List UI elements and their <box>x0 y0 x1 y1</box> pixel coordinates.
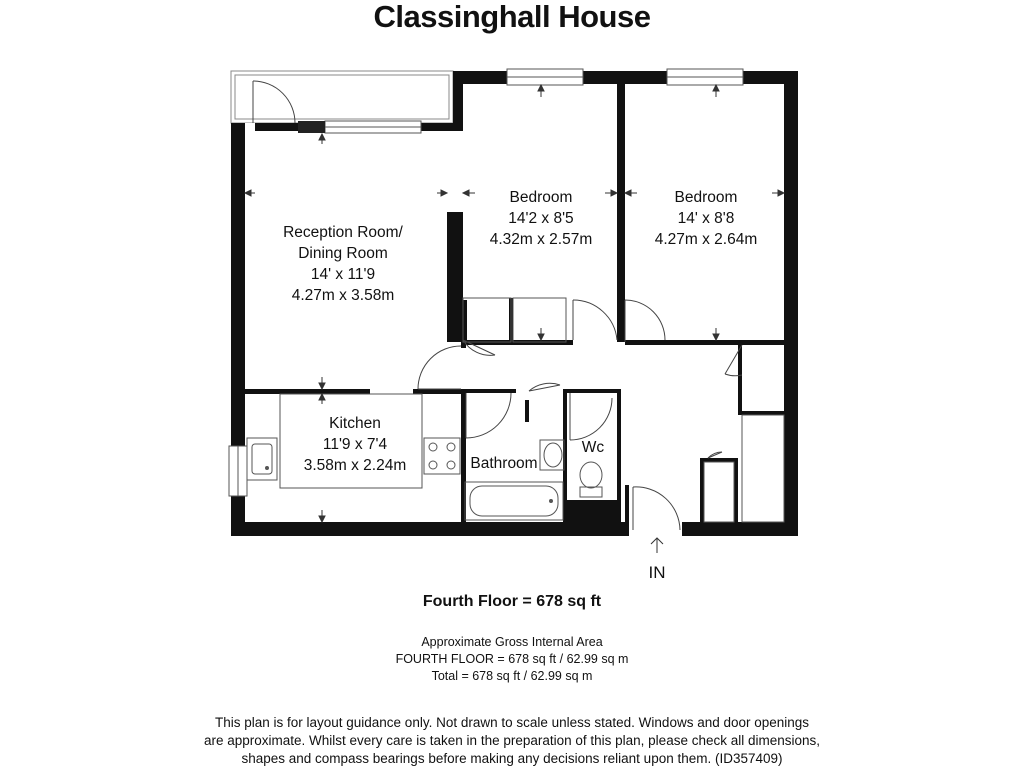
kitchen-metric: 3.58m x 2.24m <box>303 457 407 474</box>
disclaimer-line-2: are approximate. Whilst every care is taken in the preparation of this plan, please check all dimensions, <box>203 733 821 748</box>
reception-name-line1: Reception Room/ <box>283 224 403 241</box>
windows <box>229 69 743 496</box>
gia-floor-line: FOURTH FLOOR = 678 sq ft / 62.99 sq m <box>395 652 629 666</box>
bedroom-2-name: Bedroom <box>674 189 738 206</box>
gia-heading: Approximate Gross Internal Area <box>421 635 603 649</box>
disclaimer-line-1: This plan is for layout guidance only. Not drawn to scale unless stated. Windows and door openings <box>214 715 810 730</box>
bedroom-2-metric: 4.27m x 2.64m <box>654 231 758 248</box>
reception-metric: 4.27m x 3.58m <box>291 287 395 304</box>
bedroom-1-metric: 4.32m x 2.57m <box>489 231 593 248</box>
plan-title: Classinghall House <box>373 0 651 34</box>
disclaimer-line-3: shapes and compass bearings before making any decisions reliant upon them. (ID357409) <box>241 751 783 766</box>
reception-name-line2: Dining Room <box>298 245 388 262</box>
reception-imperial: 14' x 11'9 <box>310 266 376 283</box>
balcony <box>231 71 453 123</box>
disclaimer <box>160 714 864 768</box>
kitchen-imperial: 11'9 x 7'4 <box>322 436 388 453</box>
entrance-arrow-icon <box>651 538 663 553</box>
bedroom-1-imperial: 14'2 x 8'5 <box>508 210 574 227</box>
bedroom-2-imperial: 14' x 8'8 <box>677 210 735 227</box>
entrance-label: IN <box>648 563 666 582</box>
wc-name: Wc <box>581 439 605 456</box>
bathroom-name: Bathroom <box>470 455 538 472</box>
kitchen-name: Kitchen <box>329 415 381 432</box>
floor-area-summary: Fourth Floor = 678 sq ft <box>422 593 602 610</box>
gia-total-line: Total = 678 sq ft / 62.99 sq m <box>431 669 593 683</box>
bedroom-1-name: Bedroom <box>509 189 573 206</box>
gross-internal-area <box>0 634 1024 685</box>
